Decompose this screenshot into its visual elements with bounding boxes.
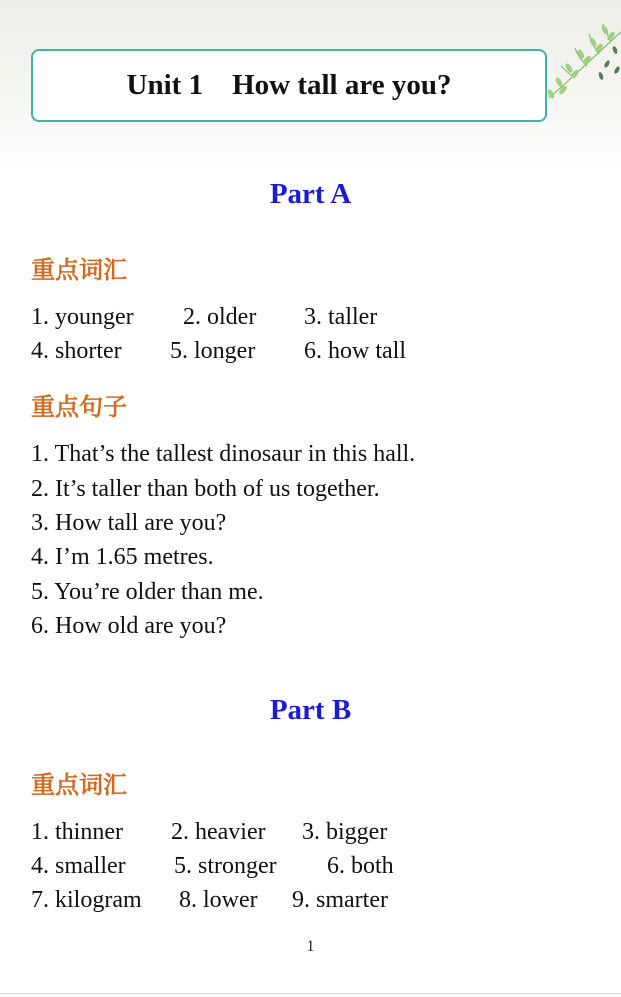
vocab-item: 1. younger bbox=[31, 304, 134, 330]
part-a-vocab-label: 重点词汇 bbox=[31, 256, 127, 284]
vocab-item: 5. longer bbox=[170, 338, 256, 364]
part-b-heading: Part B bbox=[269, 694, 352, 726]
vocab-item: 8. lower bbox=[179, 887, 258, 913]
part-a-sentences-label: 重点句子 bbox=[31, 393, 127, 421]
vocab-item: 9. smarter bbox=[292, 887, 388, 913]
leaf-branch-icon bbox=[541, 20, 621, 110]
page-number: 1 bbox=[306, 938, 315, 955]
sentence-item: 5. You’re older than me. bbox=[31, 579, 264, 605]
vocab-item: 3. bigger bbox=[302, 819, 388, 845]
sentence-item: 3. How tall are you? bbox=[31, 510, 227, 536]
vocab-item: 6. how tall bbox=[304, 338, 406, 364]
sentence-item: 1. That’s the tallest dinosaur in this hall. bbox=[31, 441, 416, 467]
vocab-item: 4. smaller bbox=[31, 853, 126, 879]
vocab-item: 1. thinner bbox=[31, 819, 123, 845]
vocab-item: 7. kilogram bbox=[31, 887, 142, 913]
vocab-item: 2. older bbox=[183, 304, 257, 330]
page-title: Unit 1 How tall are you? bbox=[126, 69, 452, 101]
sentence-item: 2. It’s taller than both of us together. bbox=[31, 476, 380, 502]
vocab-item: 3. taller bbox=[304, 304, 378, 330]
vocab-item: 4. shorter bbox=[31, 338, 122, 364]
part-a-heading: Part A bbox=[269, 178, 352, 210]
part-b-vocab-label: 重点词汇 bbox=[31, 771, 127, 799]
sentence-item: 4. I’m 1.65 metres. bbox=[31, 544, 214, 570]
vocab-item: 2. heavier bbox=[171, 819, 266, 845]
title-box bbox=[31, 49, 547, 122]
vocab-item: 6. both bbox=[327, 853, 394, 879]
bottom-divider bbox=[0, 993, 621, 994]
sentence-item: 6. How old are you? bbox=[31, 613, 227, 639]
vocab-item: 5. stronger bbox=[174, 853, 277, 879]
